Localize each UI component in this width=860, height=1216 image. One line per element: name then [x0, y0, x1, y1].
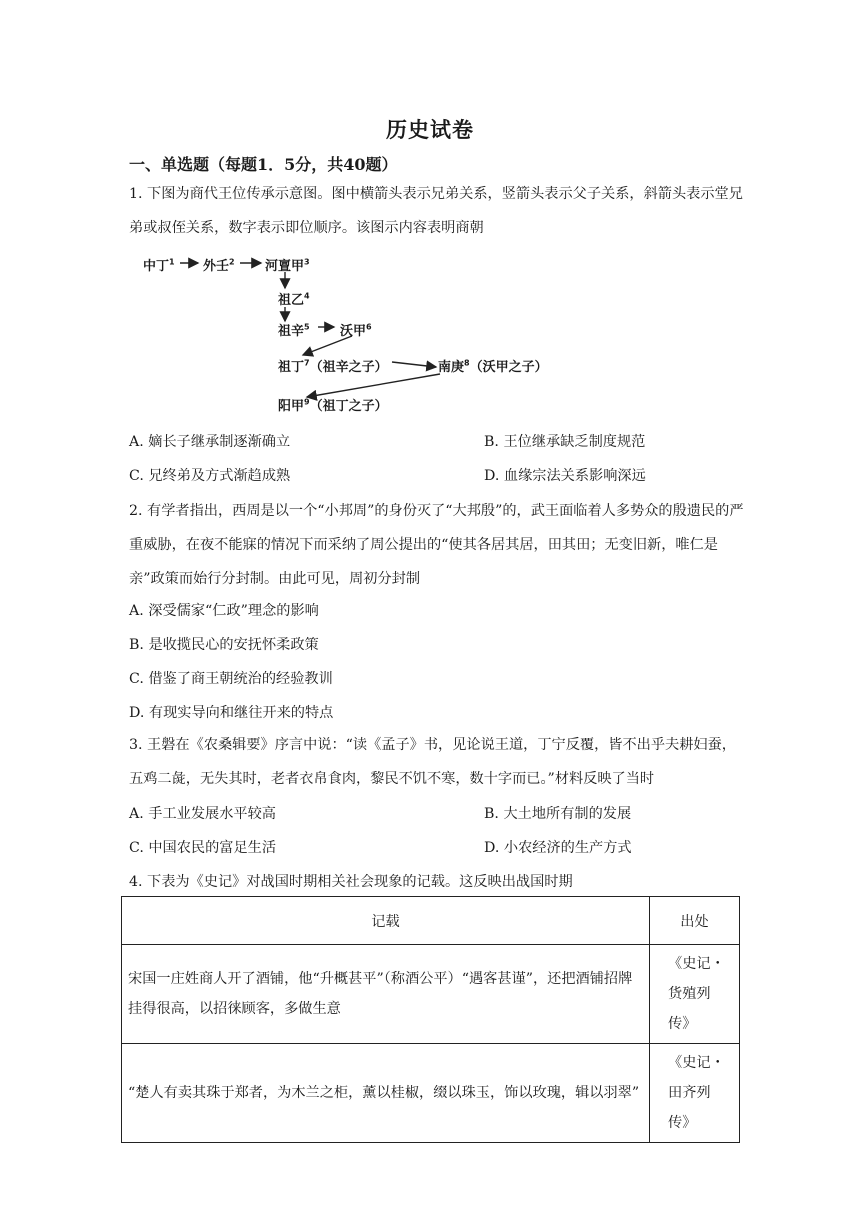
table-cell-record: “楚人有卖其珠于郑者，为木兰之柜，薰以桂椒，缀以珠玉，饰以玫瑰，辑以羽翠” — [122, 1044, 650, 1143]
q2-option-a: A. 深受儒家“仁政”理念的影响 — [129, 603, 319, 619]
table-header-row — [122, 897, 740, 945]
table-header-source: 出处 — [650, 897, 740, 945]
page-title: 历史试卷 — [386, 117, 474, 142]
q3-option-c: C. 中国农民的富足生活 — [129, 840, 277, 856]
node-yangjia: 阳甲$^9$（祖丁之子） — [278, 397, 388, 414]
question-1-stem: 1. 下图为商代王位传承示意图。图中横箭头表示兄弟关系，竖箭头表示父子关系，斜箭头表示堂兄弟或叔侄关系，数字表示即位顺序。该图示内容表明商朝 — [129, 186, 743, 236]
node-nangeng: 南庚$^8$（沃甲之子） — [438, 358, 548, 375]
node-wairen: 外壬$^2$ — [203, 257, 235, 274]
succession-diagram — [140, 250, 580, 420]
table-row — [122, 1044, 740, 1143]
node-zhongding: 中丁$^1$ — [143, 257, 175, 274]
q2-option-b: B. 是收揽民心的安抚怀柔政策 — [129, 637, 319, 653]
q3-option-a: A. 手工业发展水平较高 — [129, 806, 276, 822]
table-row — [122, 945, 740, 1044]
node-zuxin: 祖辛$^5$ — [278, 322, 310, 339]
q3-option-b: B. 大土地所有制的发展 — [484, 806, 632, 822]
table-cell-record: 宋国一庄姓商人开了酒铺，他“升概甚平”（称酒公平）“遇客甚谨”，还把酒铺招牌挂得很高，以招徕顾客，多做生意 — [122, 945, 650, 1044]
records-table — [121, 896, 740, 1143]
arrow-8-9 — [307, 374, 440, 397]
question-4-stem: 4. 下表为《史记》对战国时期相关社会现象的记载。这反映出战国时期 — [129, 874, 573, 890]
q2-option-c: C. 借鉴了商王朝统治的经验教训 — [129, 671, 333, 687]
q1-option-c: C. 兄终弟及方式渐趋成熟 — [129, 468, 291, 484]
node-hedanjia: 河亶甲$^3$ — [265, 257, 310, 274]
question-3-stem: 3. 王磐在《农桑辑要》序言中说：“读《孟子》书，见论说王道，丁宁反覆，皆不出乎夫耕妇蚕，五鸡二彘，无失其时，老者衣帛食肉，黎民不饥不寒，数十字而已。”材料反映了当时 — [129, 737, 736, 787]
table-cell-source: 《史记・货殖列传》 — [650, 945, 740, 1044]
q3-option-d: D. 小农经济的生产方式 — [484, 840, 632, 856]
section-heading: 一、单选题（每题1．5分，共40题） — [129, 155, 398, 174]
arrow-7-8 — [392, 362, 436, 367]
node-zuding: 祖丁$^7$（祖辛之子） — [278, 358, 388, 375]
q1-option-d: D. 血缘宗法关系影响深远 — [484, 468, 646, 484]
question-2-stem: 2. 有学者指出，西周是以一个“小邦周”的身份灭了“大邦殷”的，武王面临着人多势众的殷遗民的严重威胁，在夜不能寐的情况下而采纳了周公提出的“使其各居其居，田其田；无变旧新，唯仁是亲”政策而始行分封制。由此可见，周初分封制 — [129, 503, 744, 587]
table-header-record: 记载 — [122, 897, 650, 945]
q1-option-a: A. 嫡长子继承制逐渐确立 — [129, 434, 291, 450]
table-cell-source: 《史记・田齐列传》 — [650, 1044, 740, 1143]
node-wojia: 沃甲$^6$ — [340, 322, 372, 339]
q2-option-d: D. 有现实导向和继往开来的特点 — [129, 705, 334, 721]
q1-option-b: B. 王位继承缺乏制度规范 — [484, 434, 646, 450]
node-zuyi: 祖乙$^4$ — [278, 291, 310, 308]
